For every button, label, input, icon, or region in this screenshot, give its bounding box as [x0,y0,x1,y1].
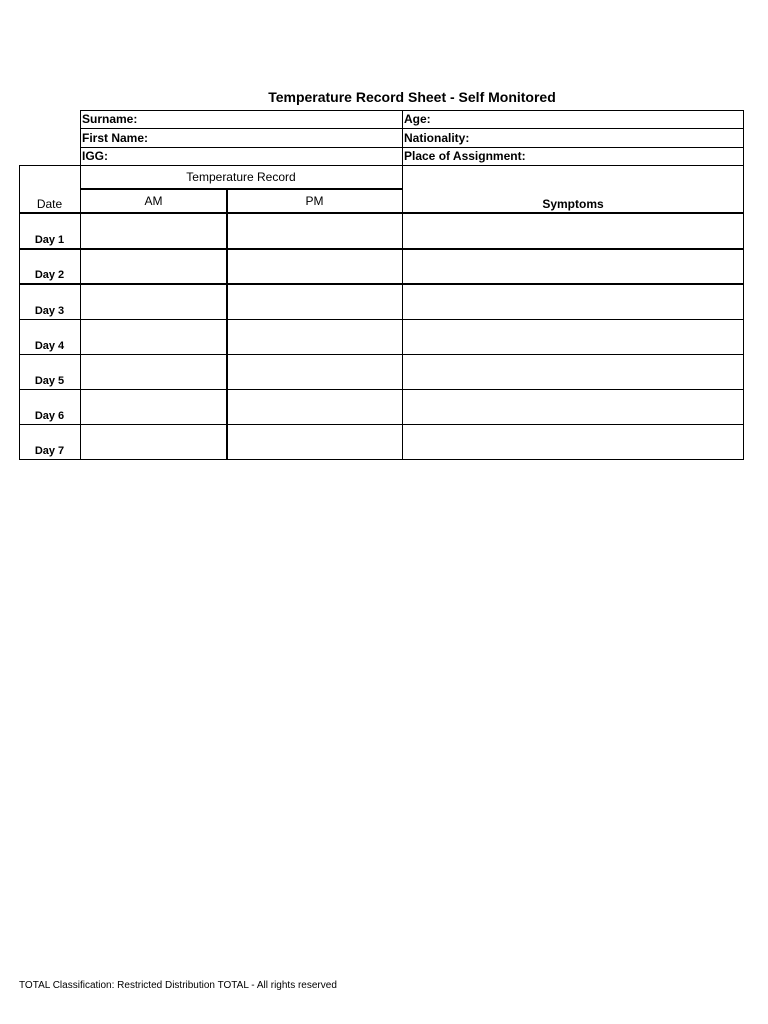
symptoms-cell[interactable] [402,285,744,319]
nationality-field[interactable]: Nationality: [404,130,470,145]
first-name-field[interactable]: First Name: [82,130,149,145]
symptoms-cell[interactable] [402,390,744,424]
am-column-header: AM [144,194,163,208]
pm-temperature-cell[interactable] [227,355,402,389]
am-temperature-cell[interactable] [80,249,227,283]
day-label: Day 5 [34,375,65,387]
grid-line [80,165,81,460]
day-label: Day 7 [34,445,65,457]
grid-line [19,212,744,214]
grid-line [402,110,403,166]
pm-temperature-cell[interactable] [227,320,402,354]
grid-line [402,165,403,460]
pm-temperature-cell[interactable] [227,214,402,248]
place-of-assignment-field[interactable]: Place of Assignment: [404,149,526,163]
grid-line [80,128,744,129]
temperature-record-header: Temperature Record [186,170,296,184]
am-temperature-cell[interactable] [80,285,227,319]
grid-line [19,354,744,355]
grid-line [19,165,20,460]
symptoms-column-header: Symptoms [542,197,604,211]
grid-line [80,147,744,148]
day-label: Day 2 [34,269,65,281]
symptoms-cell[interactable] [402,249,744,283]
grid-line [19,248,744,250]
grid-line [19,459,744,460]
symptoms-cell[interactable] [402,214,744,248]
grid-line [19,424,744,425]
am-temperature-cell[interactable] [80,390,227,424]
am-temperature-cell[interactable] [80,425,227,459]
grid-line [226,189,228,460]
day-label: Day 4 [34,340,65,352]
classification-footer: TOTAL Classification: Restricted Distribution TOTAL - All rights reserved [19,980,337,991]
grid-line [19,319,744,320]
age-field[interactable]: Age: [404,112,431,126]
pm-temperature-cell[interactable] [227,390,402,424]
grid-line [80,110,81,166]
pm-temperature-cell[interactable] [227,425,402,459]
grid-line [80,188,402,190]
surname-field[interactable]: Surname: [82,112,138,126]
grid-line [19,165,744,166]
am-temperature-cell[interactable] [80,355,227,389]
am-temperature-cell[interactable] [80,214,227,248]
igg-field[interactable]: IGG: [82,149,108,163]
grid-line [19,283,744,285]
symptoms-cell[interactable] [402,425,744,459]
page-title: Temperature Record Sheet - Self Monitored [268,89,556,105]
pm-temperature-cell[interactable] [227,285,402,319]
grid-line [19,389,744,390]
day-label: Day 3 [34,305,65,317]
am-temperature-cell[interactable] [80,320,227,354]
day-label: Day 6 [34,410,65,422]
pm-column-header: PM [305,194,324,208]
grid-line [743,165,744,460]
symptoms-cell[interactable] [402,320,744,354]
symptoms-cell[interactable] [402,355,744,389]
grid-line [80,110,744,111]
date-column-header: Date [36,197,63,211]
pm-temperature-cell[interactable] [227,249,402,283]
grid-line [743,110,744,166]
day-label: Day 1 [34,234,65,246]
